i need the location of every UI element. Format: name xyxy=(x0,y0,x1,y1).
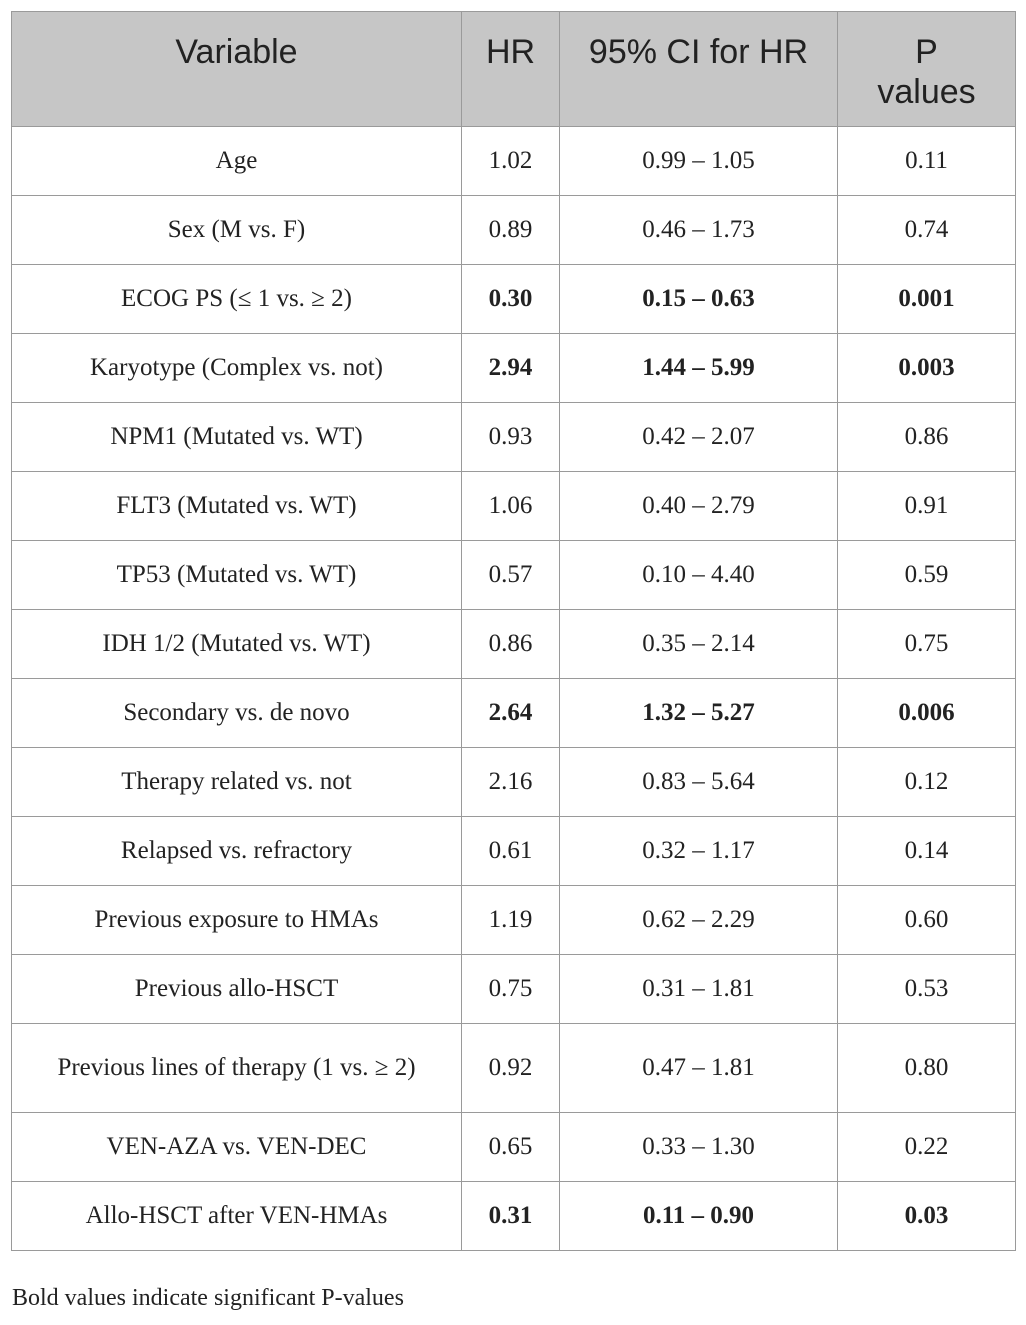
table-row xyxy=(12,610,1016,679)
cell-hr: 0.92 xyxy=(462,1024,560,1113)
cell-variable: Secondary vs. de novo xyxy=(12,679,462,748)
cell-p-value: 0.91 xyxy=(838,472,1016,541)
table-body xyxy=(12,127,1016,1251)
cell-p-value: 0.86 xyxy=(838,403,1016,472)
cell-ci: 0.11 – 0.90 xyxy=(560,1182,838,1251)
cell-ci: 0.99 – 1.05 xyxy=(560,127,838,196)
cell-hr: 1.02 xyxy=(462,127,560,196)
header-ci: 95% CI for HR xyxy=(560,12,838,127)
table-row xyxy=(12,1182,1016,1251)
header-p-line2: values xyxy=(877,73,976,111)
cell-hr: 2.94 xyxy=(462,334,560,403)
cell-hr: 2.64 xyxy=(462,679,560,748)
cell-hr: 1.06 xyxy=(462,472,560,541)
cell-p-value: 0.53 xyxy=(838,955,1016,1024)
cell-p-value: 0.12 xyxy=(838,748,1016,817)
cell-variable: ECOG PS (≤ 1 vs. ≥ 2) xyxy=(12,265,462,334)
cell-variable: Previous exposure to HMAs xyxy=(12,886,462,955)
cell-hr: 0.57 xyxy=(462,541,560,610)
table-row xyxy=(12,955,1016,1024)
cell-p-value: 0.80 xyxy=(838,1024,1016,1113)
table-header-row xyxy=(12,12,1016,127)
cell-p-value: 0.60 xyxy=(838,886,1016,955)
cell-ci: 1.44 – 5.99 xyxy=(560,334,838,403)
cell-hr: 0.30 xyxy=(462,265,560,334)
table-row xyxy=(12,127,1016,196)
cell-p-value: 0.001 xyxy=(838,265,1016,334)
table-row xyxy=(12,748,1016,817)
table-row xyxy=(12,196,1016,265)
cell-variable: FLT3 (Mutated vs. WT) xyxy=(12,472,462,541)
cell-ci: 0.62 – 2.29 xyxy=(560,886,838,955)
cell-hr: 0.65 xyxy=(462,1113,560,1182)
cell-hr: 0.93 xyxy=(462,403,560,472)
table-row xyxy=(12,472,1016,541)
cell-p-value: 0.003 xyxy=(838,334,1016,403)
table-row xyxy=(12,334,1016,403)
cell-ci: 0.83 – 5.64 xyxy=(560,748,838,817)
cell-ci: 0.10 – 4.40 xyxy=(560,541,838,610)
cell-variable: Therapy related vs. not xyxy=(12,748,462,817)
cell-p-value: 0.14 xyxy=(838,817,1016,886)
cell-p-value: 0.22 xyxy=(838,1113,1016,1182)
cell-ci: 0.15 – 0.63 xyxy=(560,265,838,334)
cell-variable: Sex (M vs. F) xyxy=(12,196,462,265)
header-variable: Variable xyxy=(12,12,462,127)
header-p-values xyxy=(838,12,1016,127)
cell-ci: 0.32 – 1.17 xyxy=(560,817,838,886)
cell-ci: 0.46 – 1.73 xyxy=(560,196,838,265)
cell-p-value: 0.03 xyxy=(838,1182,1016,1251)
cell-variable: Relapsed vs. refractory xyxy=(12,817,462,886)
header-p-line1: P xyxy=(915,33,938,71)
cell-ci: 0.35 – 2.14 xyxy=(560,610,838,679)
cell-variable: Previous lines of therapy (1 vs. ≥ 2) xyxy=(12,1024,462,1113)
cell-p-value: 0.75 xyxy=(838,610,1016,679)
cell-p-value: 0.59 xyxy=(838,541,1016,610)
cell-variable: IDH 1/2 (Mutated vs. WT) xyxy=(12,610,462,679)
cell-ci: 0.40 – 2.79 xyxy=(560,472,838,541)
cell-hr: 0.86 xyxy=(462,610,560,679)
cell-p-value: 0.006 xyxy=(838,679,1016,748)
cell-hr: 1.19 xyxy=(462,886,560,955)
cell-ci: 0.31 – 1.81 xyxy=(560,955,838,1024)
table-row xyxy=(12,265,1016,334)
table-row xyxy=(12,1113,1016,1182)
cell-ci: 0.42 – 2.07 xyxy=(560,403,838,472)
header-hr: HR xyxy=(462,12,560,127)
cell-hr: 0.89 xyxy=(462,196,560,265)
table-row xyxy=(12,403,1016,472)
cell-p-value: 0.11 xyxy=(838,127,1016,196)
cell-variable: VEN-AZA vs. VEN-DEC xyxy=(12,1113,462,1182)
cell-ci: 0.33 – 1.30 xyxy=(560,1113,838,1182)
cell-variable: Karyotype (Complex vs. not) xyxy=(12,334,462,403)
cell-variable: TP53 (Mutated vs. WT) xyxy=(12,541,462,610)
hazard-ratio-table xyxy=(11,11,1016,1251)
table-row xyxy=(12,541,1016,610)
table-footnote: Bold values indicate significant P-values xyxy=(12,1285,404,1311)
cell-hr: 0.31 xyxy=(462,1182,560,1251)
cell-ci: 1.32 – 5.27 xyxy=(560,679,838,748)
cell-p-value: 0.74 xyxy=(838,196,1016,265)
table-row xyxy=(12,1024,1016,1113)
cell-variable: Age xyxy=(12,127,462,196)
hazard-ratio-table-container xyxy=(11,11,1015,1251)
cell-ci: 0.47 – 1.81 xyxy=(560,1024,838,1113)
table-row xyxy=(12,886,1016,955)
cell-variable: Previous allo-HSCT xyxy=(12,955,462,1024)
cell-variable: NPM1 (Mutated vs. WT) xyxy=(12,403,462,472)
table-row xyxy=(12,817,1016,886)
cell-hr: 0.75 xyxy=(462,955,560,1024)
cell-hr: 0.61 xyxy=(462,817,560,886)
cell-hr: 2.16 xyxy=(462,748,560,817)
table-row xyxy=(12,679,1016,748)
cell-variable: Allo-HSCT after VEN-HMAs xyxy=(12,1182,462,1251)
